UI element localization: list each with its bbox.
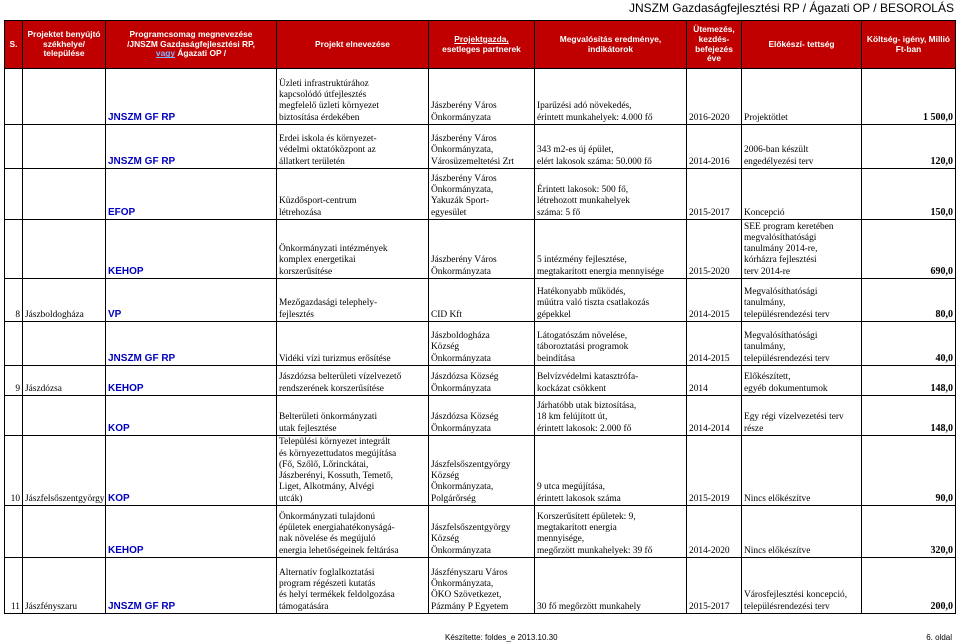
header-koltseg: Költség- igény, Millió Ft-ban <box>862 21 956 69</box>
table-row <box>5 220 956 279</box>
row-sorszam <box>5 396 23 436</box>
row-projekt: Önkormányzati tulajdonú épületek energiahatékonyságá- nak növelése és megújuló energia lehetőségeinek feltárása <box>277 506 429 558</box>
header-program-line1: Programcsomag megnevezése <box>129 29 253 40</box>
row-elokeszitettseg: Előkészített, egyéb dokumentumok <box>742 366 862 396</box>
row-elokeszitettseg: Nincs előkészítve <box>742 436 862 506</box>
row-koltseg: 690,0 <box>862 220 956 279</box>
row-utemezes: 2014-2020 <box>687 506 742 558</box>
row-program: KEHOP <box>106 366 277 396</box>
row-telepules <box>23 169 106 220</box>
row-telepules: Jászdózsa <box>23 366 106 396</box>
row-telepules <box>23 506 106 558</box>
row-elokeszitettseg: Megvalósíthatósági tanulmány, településrendezési terv <box>742 279 862 322</box>
row-eredmeny: 343 m2-es új épület, elért lakosok száma: 50.000 fő <box>535 125 687 169</box>
row-koltseg: 148,0 <box>862 366 956 396</box>
row-utemezes: 2014-2015 <box>687 279 742 322</box>
project-table <box>4 20 956 614</box>
row-projektgazda: Jászfényszaru Város Önkormányzata, ÖKO Szövetkezet, Pázmány P Egyetem <box>429 558 535 614</box>
table-row <box>5 558 956 614</box>
row-koltseg: 1 500,0 <box>862 69 956 125</box>
row-utemezes: 2014-2014 <box>687 396 742 436</box>
row-elokeszitettseg: SEE program keretében megvalósíthatósági tanulmány 2014-re, kórházra fejlesztési terv 2014-re <box>742 220 862 279</box>
table-row <box>5 506 956 558</box>
row-projektgazda: Jászfelsőszentgyörgy Község Önkormányzata, Polgárőrség <box>429 436 535 506</box>
row-eredmeny: Érintett lakosok: 500 fő, létrehozott munkahelyek száma: 5 fő <box>535 169 687 220</box>
table-body <box>5 69 956 614</box>
row-eredmeny: Járhatóbb utak biztosítása, 18 km felújított út, érintett lakosok: 2.000 fő <box>535 396 687 436</box>
row-telepules <box>23 322 106 366</box>
row-elokeszitettseg: Megvalósíthatósági tanulmány, településrendezési terv <box>742 322 862 366</box>
row-utemezes: 2015-2020 <box>687 220 742 279</box>
row-eredmeny: 30 fő megőrzött munkahely <box>535 558 687 614</box>
header-telepules: Projektet benyújtó székhelye/ települése <box>23 21 106 69</box>
row-sorszam: 9 <box>5 366 23 396</box>
table-row <box>5 366 956 396</box>
header-program-vagy: vagy <box>155 48 176 59</box>
row-eredmeny: Korszerűsített épületek: 9, megtakarított energia mennyisége, megőrzött munkahelyek: 39 fő <box>535 506 687 558</box>
footer-author: Készítette: foldes_e 2013.10.30 <box>445 633 558 642</box>
header-gazda-line2: esetleges partnerek <box>442 43 521 54</box>
row-koltseg: 80,0 <box>862 279 956 322</box>
header-projekt: Projekt elnevezése <box>277 21 429 69</box>
row-projektgazda: Jászboldogháza Község Önkormányzata <box>429 322 535 366</box>
table-row <box>5 279 956 322</box>
row-sorszam <box>5 169 23 220</box>
row-projekt: Belterületi önkormányzati utak fejlesztése <box>277 396 429 436</box>
row-utemezes: 2015-2017 <box>687 169 742 220</box>
row-elokeszitettseg: Koncepció <box>742 169 862 220</box>
row-elokeszitettseg: Egy régi vízelvezetési terv része <box>742 396 862 436</box>
header-elokeszitettseg: Előkészí- tettség <box>742 21 862 69</box>
row-program: JNSZM GF RP <box>106 69 277 125</box>
row-telepules: Jászfényszaru <box>23 558 106 614</box>
row-sorszam <box>5 506 23 558</box>
row-projekt: Jászdózsa belterületi vízelvezető rendszerének korszerűsítése <box>277 366 429 396</box>
header-program-line3 <box>108 49 274 59</box>
row-telepules <box>23 220 106 279</box>
row-koltseg: 40,0 <box>862 322 956 366</box>
row-projektgazda: Jászberény Város Önkormányzata, Yakuzák Sport- egyesület <box>429 169 535 220</box>
row-utemezes: 2015-2019 <box>687 436 742 506</box>
table-row <box>5 169 956 220</box>
row-sorszam <box>5 69 23 125</box>
row-sorszam <box>5 220 23 279</box>
row-program: JNSZM GF RP <box>106 125 277 169</box>
row-program: JNSZM GF RP <box>106 558 277 614</box>
row-eredmeny: Belvízvédelmi katasztrófa- kockázat csökkent <box>535 366 687 396</box>
row-koltseg: 320,0 <box>862 506 956 558</box>
header-utem: Ütemezés, kezdés- befejezés éve <box>687 21 742 69</box>
header-program-line2: /JNSZM Gazdaságfejlesztési RP, <box>127 38 255 49</box>
row-eredmeny: Látogatószám növelése, táboroztatási programok beindítása <box>535 322 687 366</box>
table-row <box>5 322 956 366</box>
header-sorszam: S. <box>5 21 23 69</box>
row-sorszam: 10 <box>5 436 23 506</box>
header-gazda <box>429 21 535 69</box>
document-title: JNSZM Gazdaságfejlesztési RP / Ágazati OP / BESOROLÁS <box>628 1 954 15</box>
header-program-ag: Ágazati OP / <box>177 48 227 59</box>
row-eredmeny: 9 utca megújítása, érintett lakosok száma <box>535 436 687 506</box>
row-telepules: Jászfelsőszentgyörgy <box>23 436 106 506</box>
row-program: EFOP <box>106 169 277 220</box>
row-projektgazda: Jászberény Város Önkormányzata, Városüzemeltetési Zrt <box>429 125 535 169</box>
row-sorszam: 8 <box>5 279 23 322</box>
row-projekt: Települési környezet integrált és környezettudatos megújítása (Fő, Szőlő, Lőrinckátai, Jászberényi, Kossuth, Temető, Liget, Alkotmány, Alvégi utcák) <box>277 436 429 506</box>
table-row <box>5 436 956 506</box>
row-koltseg: 150,0 <box>862 169 956 220</box>
row-program: VP <box>106 279 277 322</box>
row-projektgazda: CID Kft <box>429 279 535 322</box>
row-projekt: Alternatív foglalkoztatási program régészeti kutatás és helyi termékek feldolgozása támogatására <box>277 558 429 614</box>
header-program <box>106 21 277 69</box>
row-program: KEHOP <box>106 220 277 279</box>
row-utemezes: 2014-2016 <box>687 125 742 169</box>
row-koltseg: 200,0 <box>862 558 956 614</box>
row-projektgazda: Jászdózsa Község Önkormányzata <box>429 396 535 436</box>
row-projektgazda: Jászdózsa Község Önkormányzata <box>429 366 535 396</box>
row-utemezes: 2015-2017 <box>687 558 742 614</box>
header-eredmeny: Megvalósítás eredménye, indikátorok <box>535 21 687 69</box>
row-projektgazda: Jászberény Város Önkormányzata <box>429 220 535 279</box>
row-utemezes: 2014-2015 <box>687 322 742 366</box>
row-elokeszitettseg: Projektötlet <box>742 69 862 125</box>
row-projekt: Küzdősport-centrum létrehozása <box>277 169 429 220</box>
row-telepules <box>23 396 106 436</box>
row-elokeszitettseg: Városfejlesztési koncepció, településrendezési terv <box>742 558 862 614</box>
row-projektgazda: Jászberény Város Önkormányzata <box>429 69 535 125</box>
footer-page-number: 6. oldal <box>926 633 952 642</box>
row-telepules <box>23 125 106 169</box>
row-projekt: Vidéki vízi turizmus erősítése <box>277 322 429 366</box>
row-elokeszitettseg: 2006-ban készült engedélyezési terv <box>742 125 862 169</box>
row-telepules: Jászboldogháza <box>23 279 106 322</box>
row-eredmeny: Iparűzési adó növekedés, érintett munkahelyek: 4.000 fő <box>535 69 687 125</box>
row-koltseg: 120,0 <box>862 125 956 169</box>
row-program: KOP <box>106 436 277 506</box>
row-program: JNSZM GF RP <box>106 322 277 366</box>
row-koltseg: 148,0 <box>862 396 956 436</box>
row-utemezes: 2016-2020 <box>687 69 742 125</box>
row-projektgazda: Jászfelsőszentgyörgy Község Önkormányzata <box>429 506 535 558</box>
row-sorszam <box>5 322 23 366</box>
row-koltseg: 90,0 <box>862 436 956 506</box>
row-sorszam <box>5 125 23 169</box>
row-eredmeny: 5 intézmény fejlesztése, megtakarított energia mennyisége <box>535 220 687 279</box>
row-eredmeny: Hatékonyabb működés, műútra való tiszta csatlakozás gépekkel <box>535 279 687 322</box>
row-program: KOP <box>106 396 277 436</box>
header-gazda-line1: Projektgazda, <box>454 33 509 44</box>
row-program: KEHOP <box>106 506 277 558</box>
row-projekt: Üzleti infrastruktúrához kapcsolódó útfejlesztés megfelelő üzleti környezet biztosítása érdekében <box>277 69 429 125</box>
row-utemezes: 2014 <box>687 366 742 396</box>
row-projekt: Önkormányzati intézmények komplex energetikai korszerűsítése <box>277 220 429 279</box>
table-row <box>5 125 956 169</box>
table-row <box>5 396 956 436</box>
header-row <box>5 21 956 69</box>
row-sorszam: 11 <box>5 558 23 614</box>
row-projekt: Mezőgazdasági telephely- fejlesztés <box>277 279 429 322</box>
row-telepules <box>23 69 106 125</box>
row-projekt: Erdei iskola és környezet- védelmi oktatóközpont az állatkert területén <box>277 125 429 169</box>
row-elokeszitettseg: Nincs előkészítve <box>742 506 862 558</box>
table-row <box>5 69 956 125</box>
